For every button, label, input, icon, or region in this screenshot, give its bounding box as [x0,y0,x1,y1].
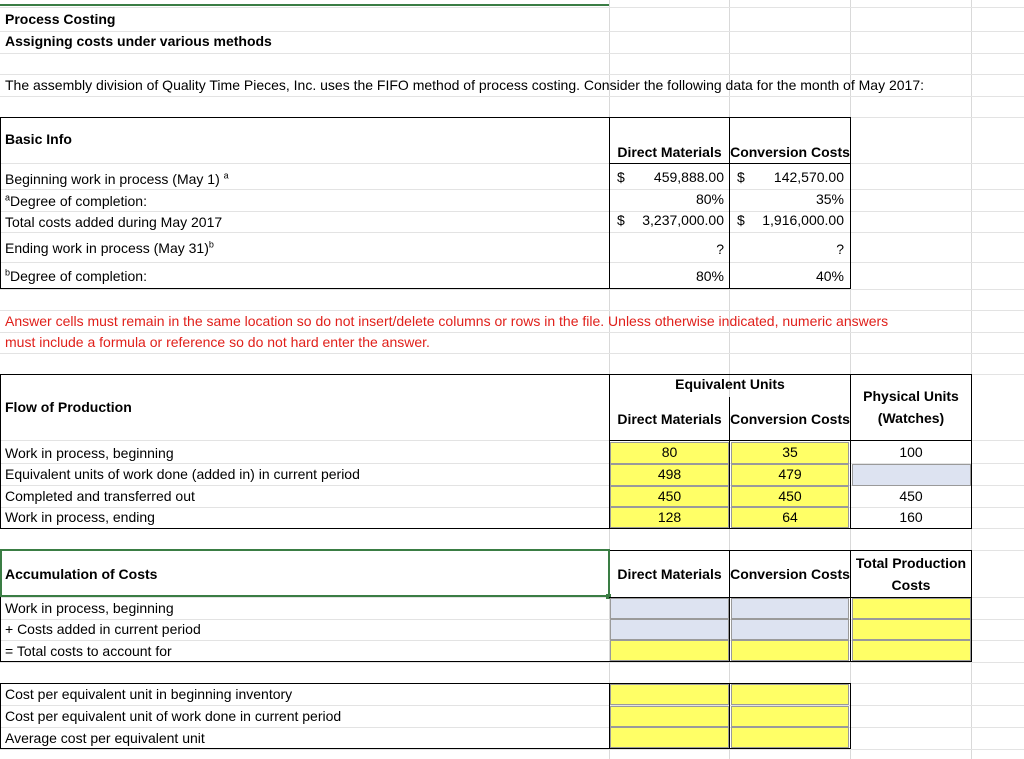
flow-cc-value: 479 [778,466,802,482]
cpu-row-label: Cost per equivalent unit in beginning inventory [5,686,293,702]
cpu-dm-cell[interactable] [610,684,729,705]
flow-dm-value: 128 [657,509,682,525]
accum-cc-cell[interactable] [731,640,849,661]
accum-col-cc: Conversion Costs [730,566,850,582]
flow-cc-value: 450 [778,488,802,504]
basic-row-label: Beginning work in process (May 1) $^a$ [5,170,229,187]
accum-row-label: + Costs added in current period [5,621,201,637]
flow-pu-value: 160 [899,509,923,525]
accum-total-cell[interactable] [852,640,971,661]
basic-col-cc: Conversion Costs [730,144,850,160]
flow-col-dm: Direct Materials [617,411,722,427]
flow-pu-value: 100 [899,444,923,460]
accum-total-cell[interactable] [852,598,971,619]
basic-row-cc-value: 40% [815,268,844,284]
basic-row-dm-symbol: $ [617,212,625,228]
accum-dm-cell[interactable] [610,619,729,640]
page-title: Process Costing [5,11,116,27]
flow-cc-value: 35 [782,444,798,460]
flow-dm-value: 450 [657,488,682,504]
basic-row-cc-symbol: $ [737,212,745,228]
basic-row-dm-value: ? [716,241,724,257]
selection-border [0,4,609,6]
accum-dm-cell[interactable] [610,640,729,661]
accumulation-heading: Accumulation of Costs [5,566,158,582]
flow-pu-value: 450 [899,488,923,504]
accum-row-label: Work in process, beginning [5,600,174,616]
basic-row-dm-value: 80% [695,191,724,207]
accum-dm-cell[interactable] [610,598,729,619]
physical-units-subheader: (Watches) [877,410,945,426]
basic-row-cc-value: 142,570.00 [773,169,844,185]
basic-row-dm-value: 459,888.00 [653,169,724,185]
flow-row-label: Work in process, beginning [5,445,174,461]
flow-row-label: Completed and transferred out [5,488,195,504]
flow-dm-value: 498 [657,466,682,482]
flow-cc-value: 64 [782,509,798,525]
total-costs-header: Total Production [855,555,967,571]
total-costs-subheader: Costs [891,577,931,593]
flow-pu-cell[interactable] [852,464,971,486]
instruction-note-line1: Answer cells must remain in the same location so do not insert/delete columns or rows in the file. Unless otherwise indicated, numeric answers [5,313,889,329]
cpu-dm-cell[interactable] [610,706,729,727]
basic-row-label: Ending work in process (May 31)$^b$ [5,239,214,256]
accum-col-dm: Direct Materials [617,566,722,582]
cpu-cc-cell[interactable] [731,706,849,727]
basic-row-dm-symbol: $ [617,169,625,185]
basic-row-cc-value: 1,916,000.00 [762,212,844,228]
basic-row-label: $^b$Degree of completion: [5,267,147,284]
flow-dm-value: 80 [661,444,678,460]
cpu-row-label: Average cost per equivalent unit [5,730,205,746]
basic-row-cc-value: ? [836,241,844,257]
physical-units-header: Physical Units [863,388,959,404]
basic-row-dm-value: 3,237,000.00 [642,212,724,228]
flow-heading: Flow of Production [5,399,132,415]
basic-col-dm: Direct Materials [617,144,722,160]
basic-row-dm-value: 80% [695,268,724,284]
flow-row-label: Equivalent units of work done (added in) in current period [5,466,360,482]
basic-info-heading: Basic Info [5,131,72,147]
cpu-row-label: Cost per equivalent unit of work done in current period [5,708,342,724]
intro-text: The assembly division of Quality Time Pieces, Inc. uses the FIFO method of process costing. Consider the following data for the month of May 2017: [5,77,924,93]
cpu-cc-cell[interactable] [731,684,849,705]
cpu-dm-cell[interactable] [610,727,729,748]
flow-row-label: Work in process, ending [5,509,155,525]
accum-total-cell[interactable] [852,619,971,640]
flow-col-cc: Conversion Costs [730,411,850,427]
cpu-cc-cell[interactable] [731,727,849,748]
instruction-note-line2: must include a formula or reference so do not hard enter the answer. [5,334,430,350]
accum-cc-cell[interactable] [731,598,849,619]
basic-row-cc-value: 35% [815,191,844,207]
basic-row-label: $^a$Degree of completion: [5,192,147,209]
page-subtitle: Assigning costs under various methods [5,33,272,49]
basic-row-cc-symbol: $ [737,169,745,185]
accum-row-label: = Total costs to account for [5,643,172,659]
basic-row-label: Total costs added during May 2017 [5,214,223,230]
accum-cc-cell[interactable] [731,619,849,640]
equivalent-units-header: Equivalent Units [675,376,785,392]
